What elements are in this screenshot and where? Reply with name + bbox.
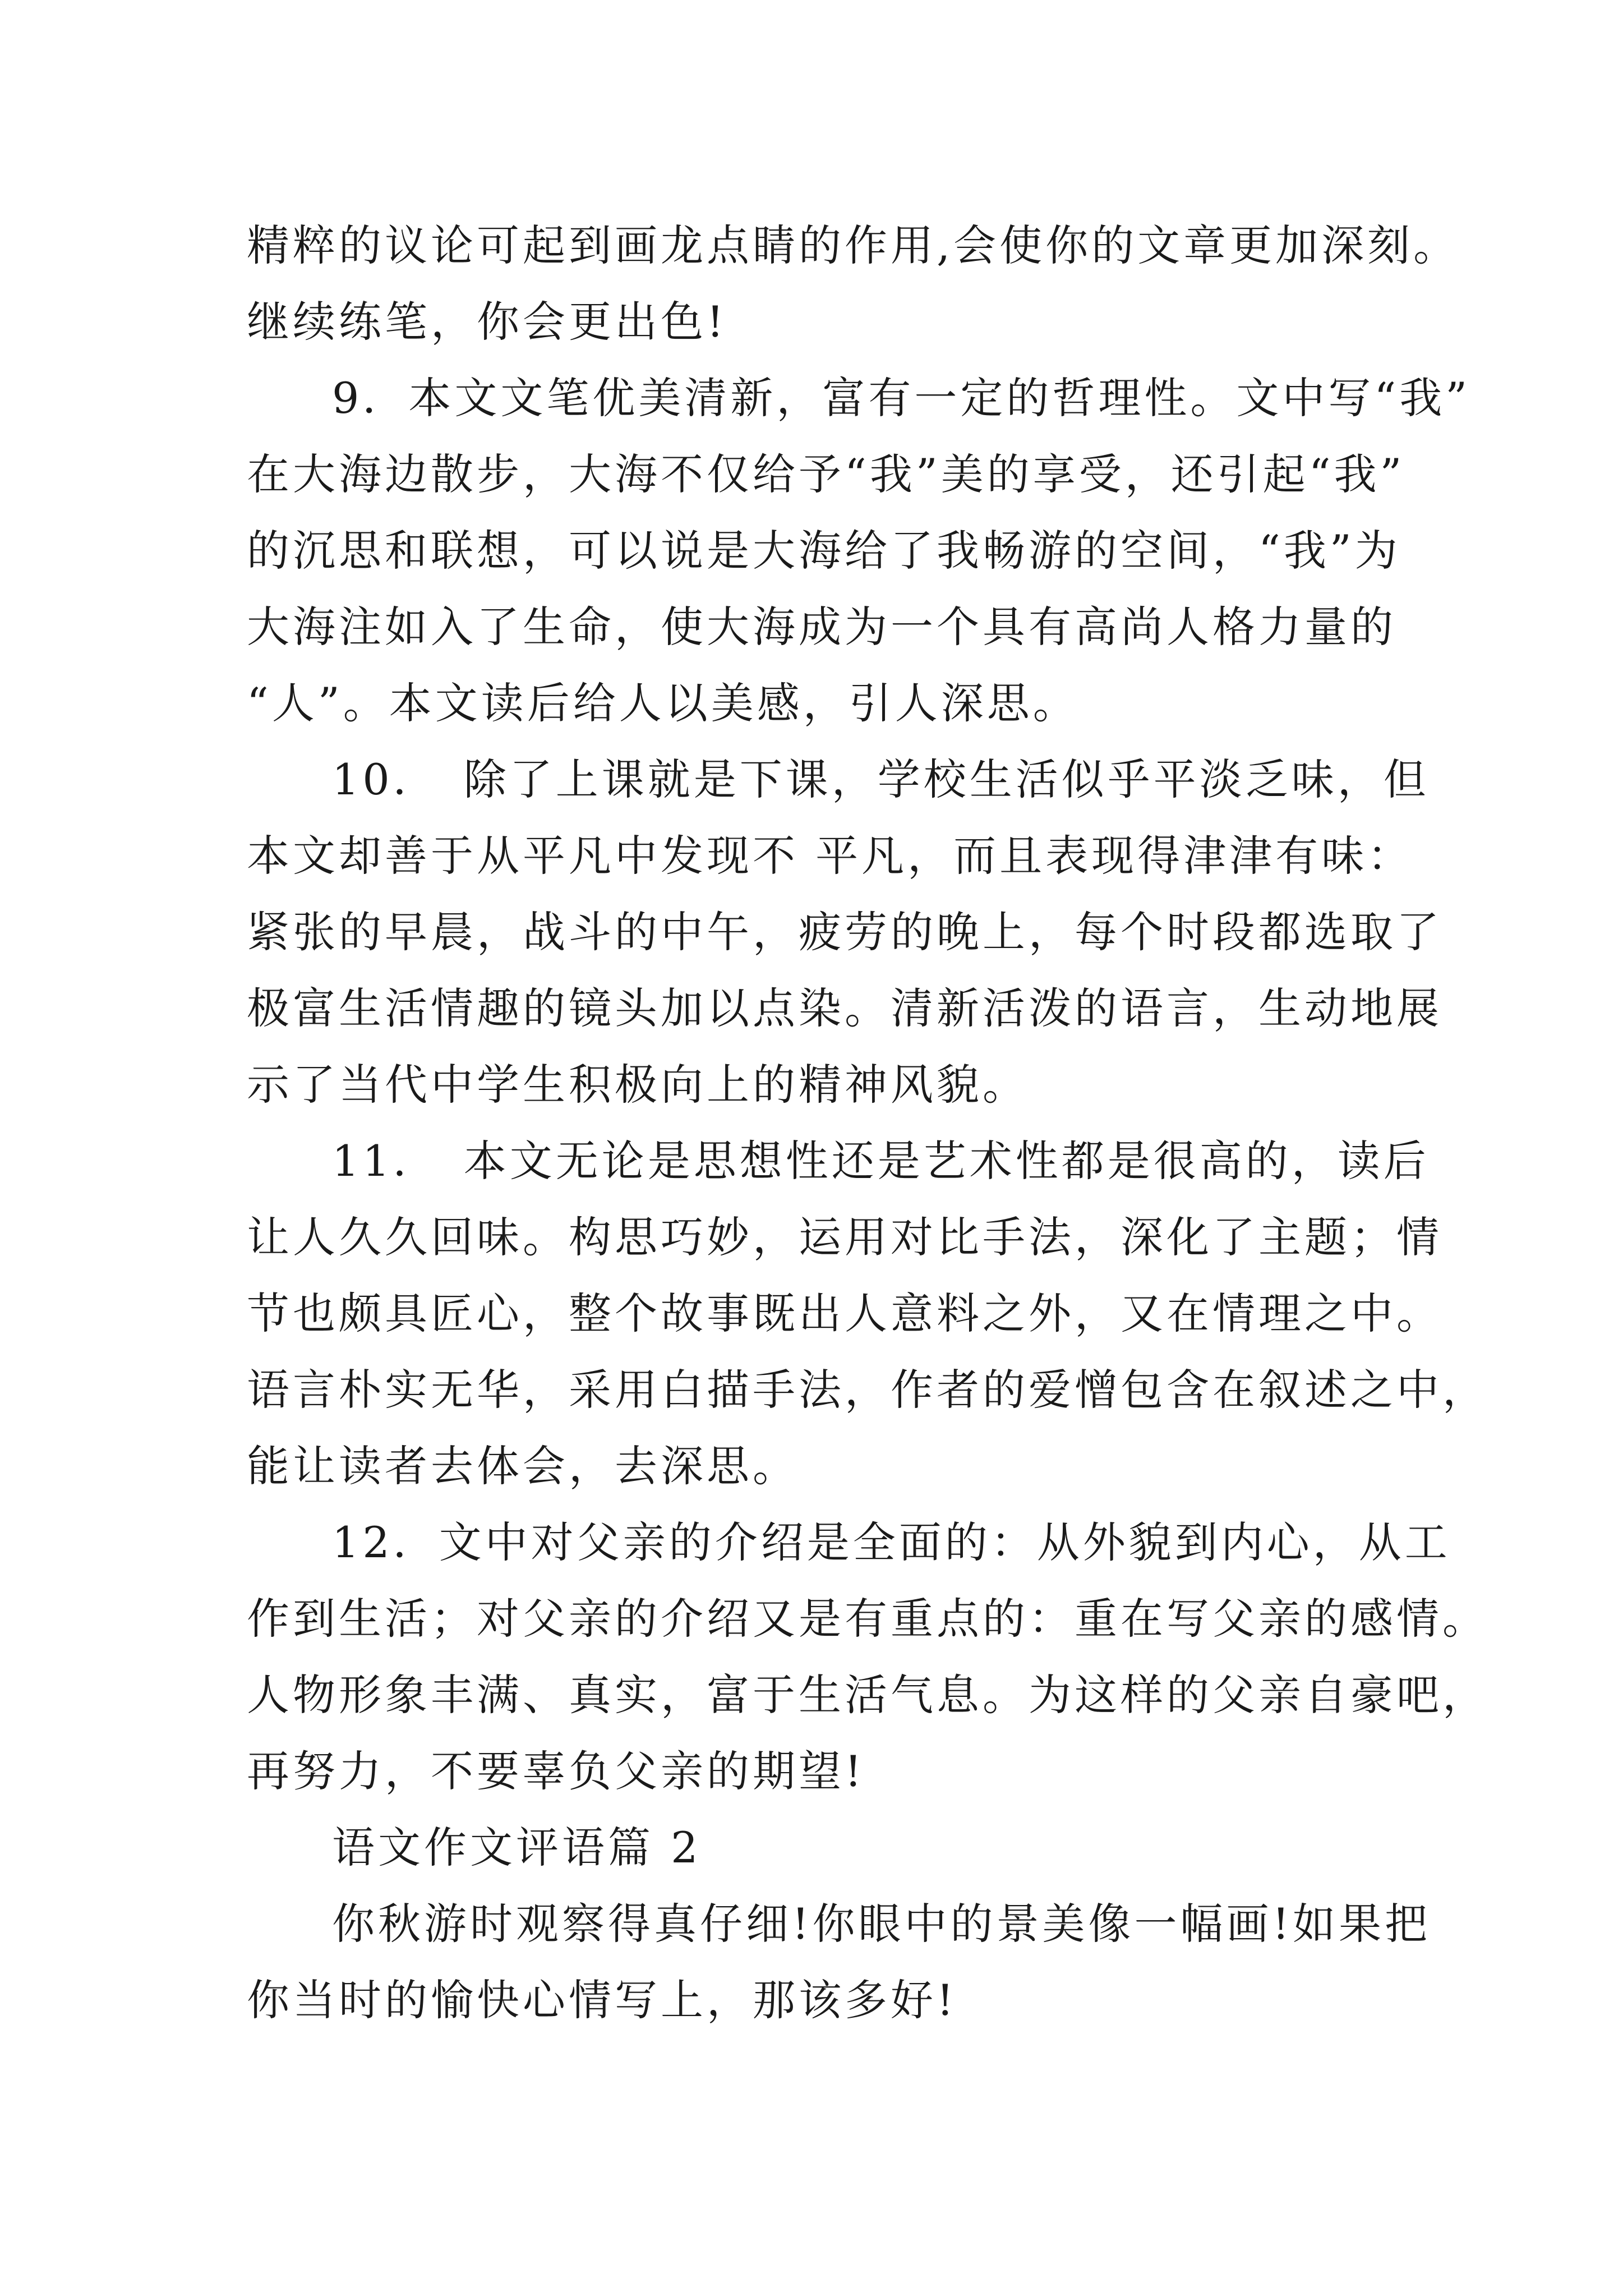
text-line: 让人久久回味。构思巧妙，运用对比手法，深化了主题；情 bbox=[247, 1212, 1442, 1262]
text-line: 作到生活；对父亲的介绍又是有重点的：重在写父亲的感情。 bbox=[247, 1594, 1488, 1644]
text-line: 11． 本文无论是思想性还是艺术性都是很高的，读后 bbox=[332, 1136, 1430, 1186]
text-line: 你秋游时观察得真仔细!你眼中的景美像一幅画!如果把 bbox=[332, 1899, 1431, 1949]
text-line: 继续练笔，你会更出色! bbox=[247, 297, 727, 347]
text-line: 极富生活情趣的镜头加以点染。清新活泼的语言，生动地展 bbox=[247, 983, 1442, 1033]
text-line: 在大海边散步，大海不仅给予“我”美的享受，还引起“我” bbox=[247, 449, 1405, 499]
text-line: 再努力，不要辜负父亲的期望! bbox=[247, 1746, 865, 1796]
text-line: “人”。本文读后给人以美感，引人深思。 bbox=[247, 678, 1079, 728]
text-line: 精粹的议论可起到画龙点睛的作用,会使你的文章更加深刻。 bbox=[247, 220, 1460, 270]
text-line: 你当时的愉快心情写上，那该多好! bbox=[247, 1975, 957, 2025]
text-line: 的沉思和联想，可以说是大海给了我畅游的空间，“我”为 bbox=[247, 526, 1401, 576]
text-line: 语言朴实无华，采用白描手法，作者的爱憎包含在叙述之中， bbox=[247, 1365, 1488, 1415]
text-line: 9．本文文笔优美清新，富有一定的哲理性。文中写“我” bbox=[332, 373, 1471, 423]
text-line: 节也颇具匠心，整个故事既出人意料之外，又在情理之中。 bbox=[247, 1289, 1442, 1338]
text-line: 人物形象丰满、真实，富于生活气息。为这样的父亲自豪吧， bbox=[247, 1670, 1488, 1720]
document-page bbox=[247, 208, 1488, 2039]
text-line: 本文却善于从平凡中发现不 平凡，而且表现得津津有味： bbox=[247, 831, 1414, 881]
section-heading: 语文作文评语篇 2 bbox=[332, 1823, 702, 1872]
text-line: 大海注如入了生命，使大海成为一个具有高尚人格力量的 bbox=[247, 602, 1396, 652]
text-line: 10． 除了上课就是下课，学校生活似乎平淡乏味，但 bbox=[332, 754, 1430, 804]
text-line: 紧张的早晨，战斗的中午，疲劳的晚上，每个时段都选取了 bbox=[247, 907, 1442, 957]
text-line: 示了当代中学生积极向上的精神风貌。 bbox=[247, 1060, 1029, 1110]
text-line: 能让读者去体会，去深思。 bbox=[247, 1441, 799, 1491]
text-line: 12．文中对父亲的介绍是全面的：从外貌到内心，从工 bbox=[332, 1517, 1451, 1567]
